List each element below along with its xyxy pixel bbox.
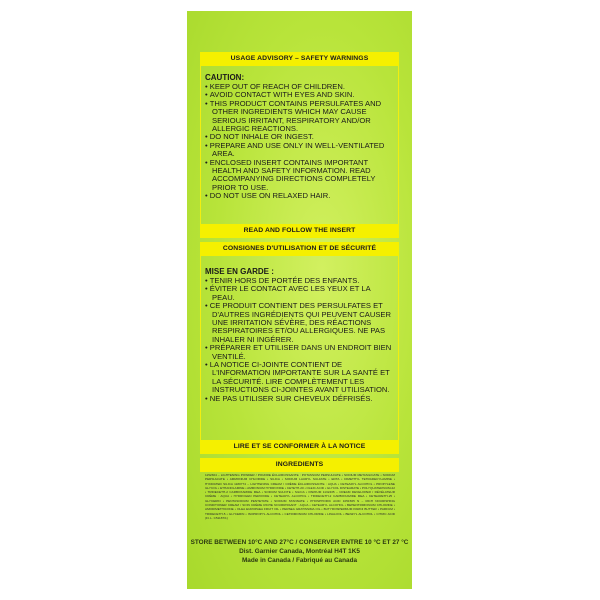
english-caution-title: CAUTION: (205, 73, 245, 82)
english-caution-item: • KEEP OUT OF REACH OF CHILDREN. (205, 83, 395, 91)
french-caution-item: • LA NOTICE CI-JOINTE CONTIENT DE L'INFORMATION IMPORTANTE SUR LA SANTÉ ET LA SÉCURITÉ. LIRE COMPLÈTEMENT LES INSTRUCTIONS CI-JOINTES AVANT UTILISATION. (205, 361, 395, 395)
french-caution-item: • TENIR HORS DE PORTÉE DES ENFANTS. (205, 277, 395, 285)
french-caution-item: • NE PAS UTILISER SUR CHEVEUX DÉFRISÉS. (205, 395, 395, 403)
english-caution-item: • PREPARE AND USE ONLY IN WELL-VENTILATED AREA. (205, 142, 395, 159)
english-caution-item: • ENCLOSED INSERT CONTAINS IMPORTANT HEALTH AND SAFETY INFORMATION. READ ACCOMPANYING DIRECTIONS COMPLETELY PRIOR TO USE. (205, 159, 395, 193)
ingredients-list-text: 1152304 – LIGHTENING POWDER / POUDRE ÉCLAIRCISSANTE : POTASSIUM PERSULFATE • SODIUM METASILICATE • SODIUM PERSULFATE • AMMONIUM CHLORIDE • SILICA • SODIUM LAURYL SULFATE • EDTA • DIMETHYL TETRADECYLAMINE • HYDRATED SILICA 1180774 – LIGHTENING CREAM / CRÈME ÉCLAIRCISSANTE : AQUA • CETEARYL ALCOHOL • PROPYLENE GLYCOL • ETHANOLAMINE • AMMONIUM HYDROXIDE • CETETH-20 • OLEIC ACID • GLYCOL DISTEARATE • POLYQUATERNIUM-22 • TRIDECETH-2 CARBOXAMIDE MEA • SODIUM SULFITE • SILICA • PARFUM 1132435 – CREAM DEVELOPER / RÉVÉLATEUR CRÈME : AQUA • HYDROGEN PEROXIDE • CETEARYL ALCOHOL • TRIDECETH-2 CARBOXAMIDE MEA • CETEARETH-25 • GLYCERIN • PENTASODIUM PENTETATE • SODIUM STANNATE • PHOSPHORIC ACID 1051565 N – RICH NOURISHING CONDITIONER CREAM / SOIN CRÈME RICHE NOURRISSANT : AQUA • CETEARYL ALCOHOL • BEHENTRIMONIUM CHLORIDE • AMODIMETHICONE • OLEA EUROPAEA FRUIT OIL • PERSEA GRATISSIMA OIL • BUTYROSPERMUM PARKII BUTTER • PARFUM • TRIDECETH-5 • GLYCERIN • ISOPROPYL ALCOHOL • CETRIMONIUM CHLORIDE • LINALOOL • BENZYL ALCOHOL • CITRIC ACID (F.I.L. C51187/1) (205, 473, 395, 520)
ingredients-header: INGREDIENTS (200, 458, 399, 472)
english-read-insert-bar: READ AND FOLLOW THE INSERT (200, 224, 399, 238)
french-caution-item: • CE PRODUIT CONTIENT DES PERSULFATES ET D'AUTRES INGRÉDIENTS QUI PEUVENT CAUSER UNE IRRITATION SÉVÈRE, DES RÉACTIONS RESPIRATOIRES ET/OU ALLERGIQUES. NE PAS INHALER NI INGÉRER. (205, 302, 395, 344)
english-warnings-header: USAGE ADVISORY – SAFETY WARNINGS (200, 52, 399, 66)
french-caution-title: MISE EN GARDE : (205, 267, 274, 276)
english-caution-item: • AVOID CONTACT WITH EYES AND SKIN. (205, 91, 395, 99)
french-caution-list (205, 277, 395, 403)
english-caution-item: • DO NOT INHALE OR INGEST. (205, 133, 395, 141)
english-caution-item: • DO NOT USE ON RELAXED HAIR. (205, 192, 395, 200)
french-warnings-header: CONSIGNES D'UTILISATION ET DE SÉCURITÉ (200, 242, 399, 256)
french-read-insert-bar: LIRE ET SE CONFORMER À LA NOTICE (200, 440, 399, 454)
made-in-text: Made in Canada / Fabriqué au Canada (241, 557, 358, 564)
french-caution-item: • PRÉPARER ET UTILISER DANS UN ENDROIT BIEN VENTILÉ. (205, 344, 395, 361)
english-caution-list (205, 83, 395, 201)
english-caution-item: • THIS PRODUCT CONTAINS PERSULFATES AND OTHER INGREDIENTS WHICH MAY CAUSE SERIOUS IRRITANT, RESPIRATORY AND/OR ALLERGIC REACTIONS. (205, 100, 395, 134)
storage-temperature-text: STORE BETWEEN 10°C AND 27°C / CONSERVER ENTRE 10 °C ET 27 °C (190, 539, 409, 546)
distributor-text: Dist. Garnier Canada, Montréal H4T 1K5 (239, 548, 360, 555)
french-caution-item: • ÉVITER LE CONTACT AVEC LES YEUX ET LA PEAU. (205, 285, 395, 302)
product-label-panel (187, 11, 412, 589)
